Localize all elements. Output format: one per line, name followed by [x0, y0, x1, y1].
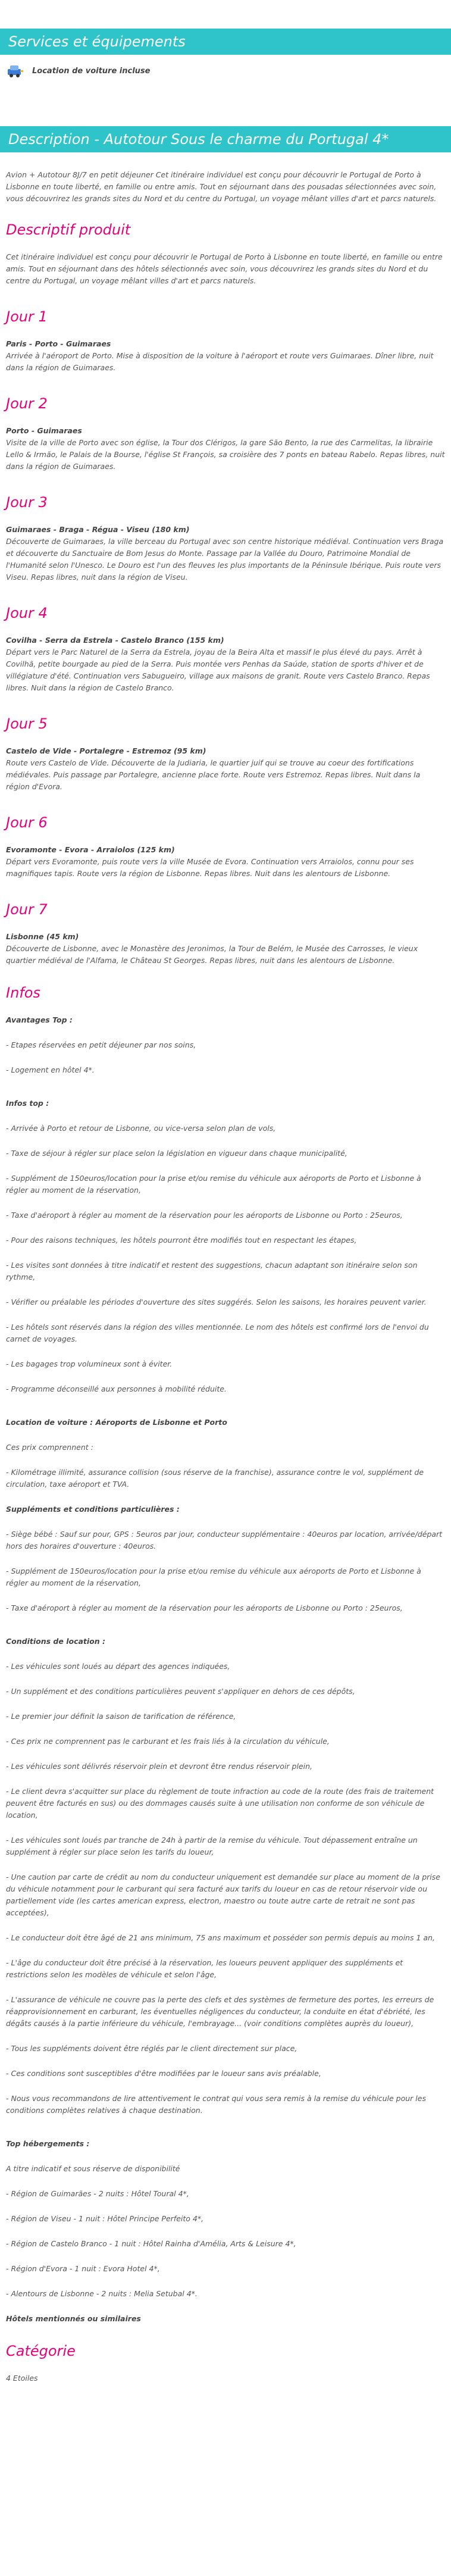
info-item: - Vérifier ou préalable les périodes d'ouverture des sites suggérés. Selon les saisons, les horaires peuvent varier.: [6, 1298, 427, 1306]
hotel-item: - Région de Viseu - 1 nuit : Hôtel Principe Perfeito 4*,: [6, 2214, 204, 2223]
conditions-label: Conditions de location :: [6, 1637, 106, 1646]
info-item: - Taxe d'aéroport à régler au moment de la réservation pour les aéroports de Lisbonne ou Porto : 25euros,: [6, 1211, 403, 1220]
condition-item: - L'âge du conducteur doit être précisé à la réservation, les loueurs peuvent appliquer des suppléments et restrictions selon les modèles de véhicule et selon l'âge,: [6, 1958, 403, 1979]
condition-item: - Une caution par carte de crédit au nom du conducteur uniquement est demandée sur place au moment de la prise du véhicule notamment pour le carburant qui sera facturé aux tarifs du loueur en cas de retour réservoir vide ou partiellement vide (les cartes american express, electron, maestro ou toute autre carte de retrait ne sont pas acceptées),: [6, 1872, 440, 1917]
product-heading: Descriptif produit: [6, 221, 131, 238]
supplement-item: - Taxe d'aéroport à régler au moment de la réservation pour les aéroports de Lisbonne ou Porto : 25euros,: [6, 1603, 403, 1612]
hotels-list: [6, 2188, 445, 2300]
condition-item: - Les véhicules sont loués au départ des agences indiquées,: [6, 1662, 230, 1671]
days-list: [6, 308, 445, 967]
condition-item: - Le conducteur doit être âgé de 21 ans minimum, 75 ans maximum et posséder son permis depuis au moins 1 an,: [6, 1933, 435, 1942]
hotel-item: - Alentours de Lisbonne - 2 nuits : Melia Setubal 4*.: [6, 2289, 198, 2298]
condition-item: - Un supplément et des conditions particulières peuvent s'appliquer en dehors de ces dépôts,: [6, 1687, 355, 1696]
condition-item: - L'assurance de véhicule ne couvre pas la perte des clefs et des systèmes de fermeture des portes, les erreurs de réapprovisionnement en carburant, les éventuelles négligences du conducteur, la conduite en état d'ébriété, les dégâts causés à la partie inférieure du véhicule, l'embrayage... (voir conditions complètes auprès du loueur),: [6, 1995, 434, 2028]
day-title: Paris - Porto - Guimaraes: [6, 339, 111, 348]
condition-item: - Ces prix ne comprennent pas le carburant et les frais liés à la circulation du véhicule,: [6, 1737, 330, 1746]
day-text: Arrivée à l'aéroport de Porto. Mise à disposition de la voiture à l'aéroport et route vers Guimaraes. Dîner libre, nuit dans la région de Guimaraes.: [6, 351, 434, 372]
description-content: [0, 169, 451, 2384]
advantages-list: [6, 1039, 445, 1076]
day-heading: Jour 4: [6, 605, 48, 621]
hotels-intro: A titre indicatif et sous réserve de disponibilité: [6, 2164, 180, 2173]
infos-heading: Infos: [6, 984, 40, 1001]
hotels-footer: Hôtels mentionnés ou similaires: [6, 2314, 141, 2323]
supplements-label: Suppléments et conditions particulières :: [6, 1505, 180, 1514]
info-item: - Les bagages trop volumineux sont à éviter.: [6, 1359, 173, 1368]
day-title: Evoramonte - Evora - Arraiolos (125 km): [6, 845, 175, 854]
service-label: Location de voiture incluse: [32, 66, 151, 76]
day-heading: Jour 2: [6, 395, 48, 412]
hotel-item: - Région de Castelo Branco - 1 nuit : Hôtel Rainha d'Amélia, Arts & Leisure 4*,: [6, 2239, 296, 2248]
day-heading: Jour 3: [6, 494, 48, 511]
service-item: [6, 63, 451, 79]
condition-item: - Le client devra s'acquitter sur place du règlement de toute infraction au code de la route (des frais de traitement peuvent être facturés en sus) ou des dommages causés suite à une utilisation non conforme de son véhicule de location,: [6, 1787, 434, 1820]
hotels-label: Top hébergements :: [6, 2139, 90, 2148]
info-item: - Pour des raisons techniques, les hôtels pourront être modifiés tout en respectant les étapes,: [6, 1236, 357, 1245]
info-item: - Programme déconseillé aux personnes à mobilité réduite.: [6, 1384, 227, 1393]
advantage-item: - Etapes réservées en petit déjeuner par nos soins,: [6, 1040, 196, 1049]
car-includes: - Kilométrage illimité, assurance collision (sous réserve de la franchise), assurance contre le vol, supplément de circulation, taxe aéroport et TVA.: [6, 1468, 424, 1489]
condition-item: - Ces conditions sont susceptibles d'être modifiées par le loueur sans avis préalable,: [6, 2069, 321, 2078]
supplement-item: - Supplément de 150euros/location pour la prise et/ou remise du véhicule aux aéroports de Porto et Lisbonne à régler au moment de la réservation,: [6, 1567, 421, 1587]
info-item: - Taxe de séjour à régler sur place selon la législation en vigueur dans chaque municipalité,: [6, 1149, 347, 1158]
condition-item: - Les véhicules sont loués par tranche de 24h à partir de la remise du véhicule. Tout dépassement entraîne un supplément à régler sur place selon les tarifs du loueur,: [6, 1836, 418, 1856]
product-text: Cet itinéraire individuel est conçu pour découvrir le Portugal de Porto à Lisbonne en toute liberté, en famille ou entre amis. Tout en séjournant dans des hôtels sélectionnés avec soin, vous découvrirez les grands sites du Nord et du centre du Portugal, un voyage mêlant villes d'art et parcs naturels.: [6, 252, 443, 285]
day-text: Découverte de Lisbonne, avec le Monastère des Jeronimos, la Tour de Belém, le Musée des Carrosses, le vieux quartier médiéval de l'Alfama, le Château St Georges. Repas libres, nuit dans les alentours de Lisbonne.: [6, 944, 418, 965]
supplement-item: - Siège bébé : Sauf sur pour, GPS : 5euros par jour, conducteur supplémentaire : 40euros par location, arrivée/départ hors des horaires d'ouverture : 40euros.: [6, 1530, 443, 1550]
conditions-list: [6, 1661, 445, 2117]
car-icon: [6, 63, 24, 79]
hotel-item: - Région d'Evora - 1 nuit : Evora Hotel 4*,: [6, 2264, 160, 2273]
description-title: Description - Autotour Sous le charme du Portugal 4*: [0, 126, 451, 152]
day-title: Guimaraes - Braga - Régua - Viseu (180 km): [6, 525, 190, 534]
info-item: - Arrivée à Porto et retour de Lisbonne, ou vice-versa selon plan de vols,: [6, 1124, 276, 1133]
car-label: Location de voiture : Aéroports de Lisbonne et Porto: [6, 1418, 227, 1427]
day-heading: Jour 6: [6, 814, 48, 831]
advantages-label: Avantages Top :: [6, 1015, 73, 1024]
day-title: Porto - Guimaraes: [6, 426, 82, 435]
info-item: - Les hôtels sont réservés dans la région des villes mentionnée. Le nom des hôtels est confirmé lors de l'envoi du carnet de voyages.: [6, 1323, 429, 1343]
day-text: Découverte de Guimaraes, la ville berceau du Portugal avec son centre historique médiéval. Continuation vers Braga et découverte du Sanctuaire de Bom Jesus do Monte. Passage par la Vallée du Douro, Patrimoine Mondial de l'Humanité selon l'Unesco. Le Douro est l'un des fleuves les plus importants de la Péninsule Ibérique. Puis route vers Viseu. Repas libres, nuit dans la région de Viseu.: [6, 537, 444, 582]
infos-top-label: Infos top :: [6, 1099, 49, 1108]
car-intro: Ces prix comprennent :: [6, 1443, 93, 1452]
condition-item: - Tous les suppléments doivent être réglés par le client directement sur place,: [6, 2044, 297, 2053]
day-text: Départ vers le Parc Naturel de la Serra da Estrela, joyau de la Beira Alta et massif le plus élevé du pays. Arrêt à Covilhã, petite bourgade au pied de la Serra. Puis montée vers Penhas da Saúde, station de sports d'hiver et de villégiature d'été. Continuation vers Sabugueiro, village aux maisons de granit. Route vers Castelo Branco. Repas libres. Nuit dans la région de Castelo Branco.: [6, 648, 430, 692]
info-item: - Supplément de 150euros/location pour la prise et/ou remise du véhicule aux aéroports de Porto et Lisbonne à régler au moment de la réservation,: [6, 1174, 421, 1195]
condition-item: - Les véhicules sont délivrés réservoir plein et devront être rendus réservoir plein,: [6, 1762, 312, 1771]
condition-item: - Nous vous recommandons de lire attentivement le contrat qui vous sera remis à la remise du véhicule pour les conditions complètes relatives à chaque destination.: [6, 2094, 426, 2115]
day-heading: Jour 7: [6, 901, 48, 918]
day-text: Route vers Castelo de Vide. Découverte de la Judiaria, le quartier juif qui se trouve au coeur des fortifications médiévales. Puis passage par Portalegre, ancienne place forte. Route vers Estremoz. Repas libres. Nuit dans la région d'Evora.: [6, 758, 421, 791]
hotel-item: - Région de Guimarães - 2 nuits : Hôtel Toural 4*,: [6, 2189, 189, 2198]
day-title: Castelo de Vide - Portalegre - Estremoz (95 km): [6, 746, 206, 755]
day-title: Covilha - Serra da Estrela - Castelo Branco (155 km): [6, 636, 224, 645]
day-text: Départ vers Evoramonte, puis route vers la ville Musée de Evora. Continuation vers Arraiolos, connu pour ses magnifiques tapis. Route vers la région de Lisbonne. Repas libres. Nuit dans les alentours de Lisbonne.: [6, 857, 414, 878]
info-item: - Les visites sont données à titre indicatif et restent des suggestions, chacun adaptant son itinéraire selon son rythme,: [6, 1261, 418, 1281]
advantage-item: - Logement en hôtel 4*.: [6, 1065, 95, 1074]
category-heading: Catégorie: [6, 2343, 76, 2359]
intro-text: Avion + Autotour 8J/7 en petit déjeuner Cet itinéraire individuel est conçu pour découvrir le Portugal de Porto à Lisbonne en toute liberté, en famille ou entre amis. Tout en séjournant dans des pousadas sélectionnées avec soin, vous découvrirez les grands sites du Nord et du centre du Portugal, un voyage mêlant villes d'art et parcs naturels.: [6, 170, 437, 203]
category-value: 4 Etoiles: [6, 2374, 38, 2383]
day-text: Visite de la ville de Porto avec son église, la Tour dos Clérigos, la gare São Bento, la rue des Carmelitas, la librairie Lello & Irmão, le Palais de la Bourse, l'église St François, sa croisière des 7 ponts en bateau Rabelo. Repas libres, nuit dans la région de Guimaraes.: [6, 438, 445, 471]
infos-top-list: [6, 1123, 445, 1395]
services-title: Services et équipements: [0, 29, 451, 55]
day-heading: Jour 5: [6, 715, 48, 732]
supplements-list: [6, 1528, 445, 1614]
day-title: Lisbonne (45 km): [6, 932, 79, 941]
day-heading: Jour 1: [6, 308, 48, 325]
condition-item: - Le premier jour définit la saison de tarification de référence,: [6, 1712, 236, 1721]
